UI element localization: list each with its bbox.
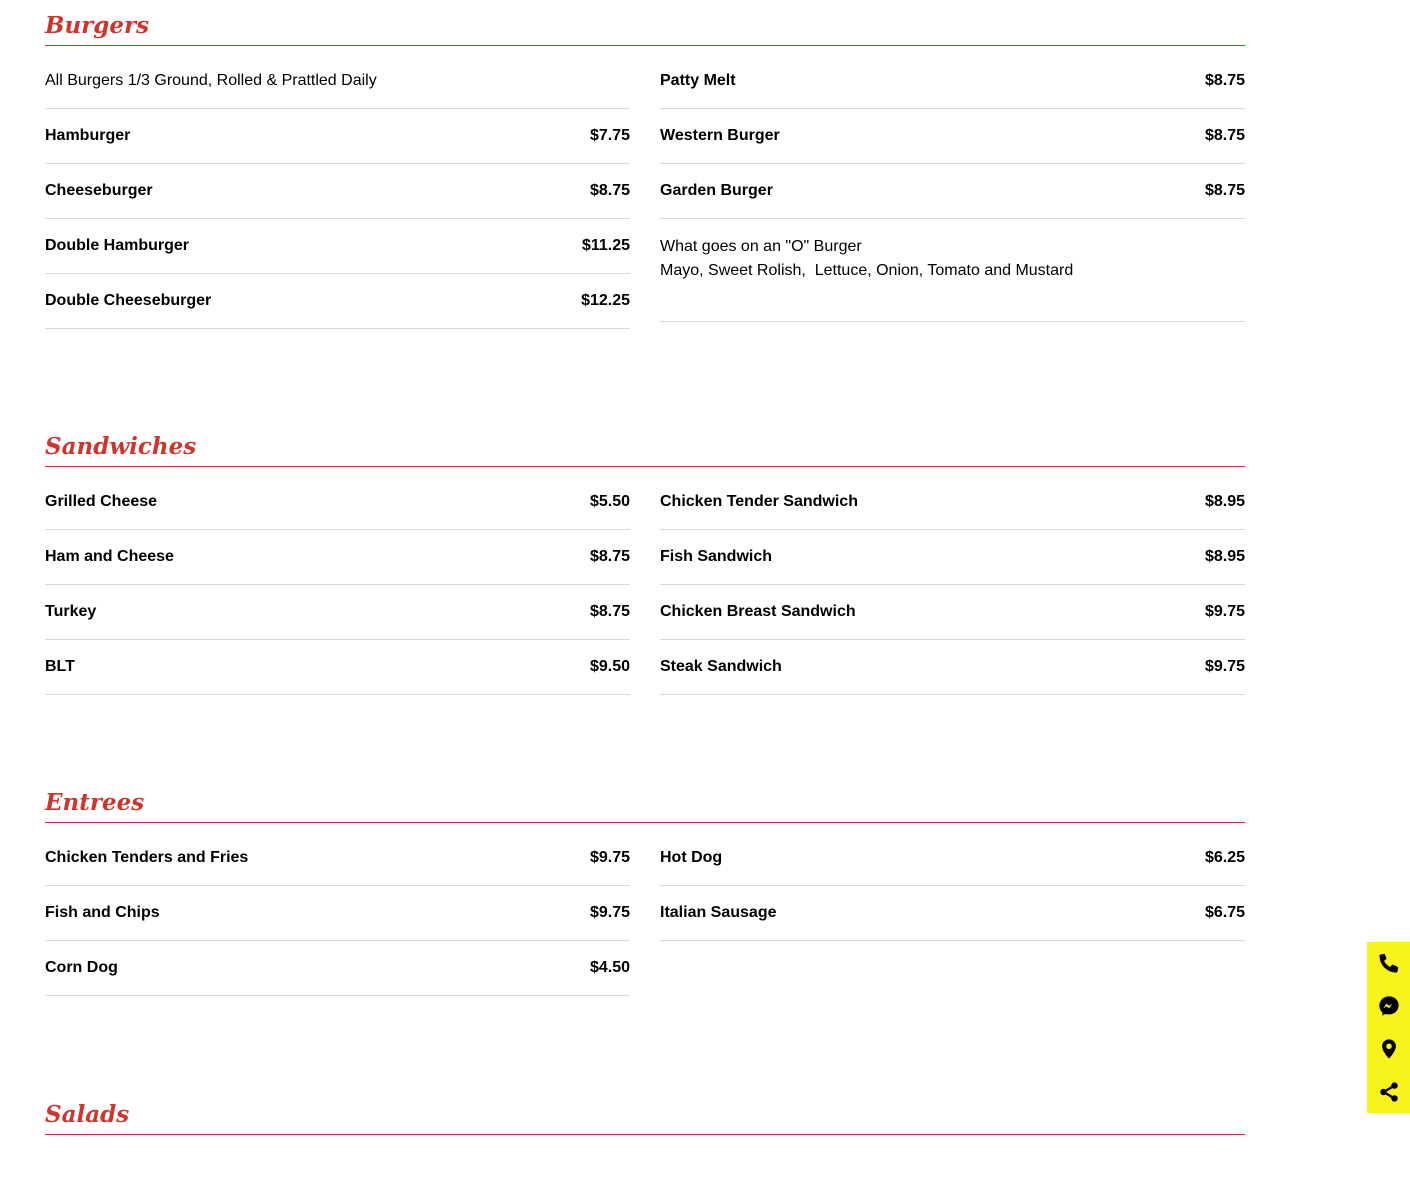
item-price: $6.75	[1204, 904, 1245, 921]
description-line: What goes on an "O" Burger	[660, 238, 862, 255]
item-price: $9.75	[589, 849, 630, 866]
item-name: Double Cheeseburger	[45, 292, 212, 309]
menu-item	[660, 530, 1245, 585]
item-name: Fish Sandwich	[660, 548, 773, 565]
item-name: Chicken Tender Sandwich	[660, 493, 858, 510]
item-name: Hamburger	[45, 127, 131, 144]
menu-item	[45, 274, 630, 329]
menu-item	[45, 886, 630, 941]
item-price: $9.50	[589, 658, 630, 675]
map-pin-icon	[1378, 1038, 1400, 1060]
item-name: Western Burger	[660, 127, 780, 144]
item-name: Corn Dog	[45, 959, 118, 976]
item-price: $9.75	[1204, 603, 1245, 620]
item-name: Patty Melt	[660, 72, 736, 89]
menu-item	[660, 886, 1245, 941]
description-line: Mayo, Sweet Rolish, Lettuce, Onion, Tomato and Mustard	[660, 262, 1074, 279]
menu-note	[45, 54, 630, 109]
section-burgers	[45, 0, 1245, 309]
burger-description	[660, 219, 1245, 322]
section-title: Sandwiches	[45, 421, 1245, 467]
item-price: $11.25	[581, 237, 630, 254]
item-name: Double Hamburger	[45, 237, 190, 254]
item-price: $8.75	[1204, 127, 1245, 144]
menu-item	[45, 530, 630, 585]
item-name: Ham and Cheese	[45, 548, 174, 565]
item-name: Chicken Tenders and Fries	[45, 849, 249, 866]
menu-item	[45, 219, 630, 274]
item-name: Steak Sandwich	[660, 658, 782, 675]
item-name: Grilled Cheese	[45, 493, 158, 510]
menu-item	[45, 109, 630, 164]
item-name: Cheeseburger	[45, 182, 153, 199]
menu-item	[45, 831, 630, 886]
messenger-button[interactable]	[1374, 991, 1404, 1021]
section-title: Entrees	[45, 777, 1245, 823]
menu-item	[45, 164, 630, 219]
messenger-icon	[1378, 995, 1400, 1017]
item-name: Hot Dog	[660, 849, 723, 866]
menu-item	[45, 640, 630, 695]
menu-column-right	[660, 475, 1245, 695]
item-price: $8.75	[1204, 72, 1245, 89]
item-name: BLT	[45, 658, 75, 675]
location-button[interactable]	[1374, 1034, 1404, 1064]
item-name: Chicken Breast Sandwich	[660, 603, 856, 620]
item-price: $8.75	[589, 182, 630, 199]
menu-item	[660, 475, 1245, 530]
menu-column-left	[45, 54, 630, 329]
item-price: $12.25	[581, 292, 630, 309]
item-name: Italian Sausage	[660, 904, 777, 921]
share-button[interactable]	[1374, 1077, 1404, 1107]
section-entrees	[45, 777, 1245, 976]
section-title: Burgers	[45, 0, 1245, 46]
note-text: All Burgers 1/3 Ground, Rolled & Prattled Daily	[45, 72, 377, 89]
item-price: $9.75	[589, 904, 630, 921]
menu-item	[660, 109, 1245, 164]
section-sandwiches	[45, 421, 1245, 675]
item-price: $8.95	[1204, 548, 1245, 565]
item-name: Turkey	[45, 603, 97, 620]
menu-item	[660, 640, 1245, 695]
item-price: $8.75	[589, 548, 630, 565]
item-price: $8.75	[589, 603, 630, 620]
menu-item	[660, 164, 1245, 219]
menu-column-left	[45, 475, 630, 695]
menu-column-left	[45, 831, 630, 996]
menu-item	[660, 831, 1245, 886]
phone-icon	[1378, 952, 1400, 974]
contact-side-bar	[1367, 942, 1410, 1113]
item-price: $5.50	[589, 493, 630, 510]
item-price: $4.50	[589, 959, 630, 976]
item-price: $6.25	[1204, 849, 1245, 866]
phone-button[interactable]	[1374, 948, 1404, 978]
item-price: $8.75	[1204, 182, 1245, 199]
item-price: $9.75	[1204, 658, 1245, 675]
item-name: Garden Burger	[660, 182, 773, 199]
share-icon	[1378, 1081, 1400, 1103]
menu-item	[660, 54, 1245, 109]
menu-item	[45, 475, 630, 530]
menu-column-right	[660, 831, 1245, 941]
section-title: Salads	[45, 1089, 1245, 1135]
menu-item	[660, 585, 1245, 640]
menu-item	[45, 941, 630, 996]
item-price: $7.75	[589, 127, 630, 144]
item-name: Fish and Chips	[45, 904, 160, 921]
section-salads	[45, 1089, 1245, 1135]
menu-item	[45, 585, 630, 640]
menu-column-right	[660, 54, 1245, 322]
item-price: $8.95	[1204, 493, 1245, 510]
